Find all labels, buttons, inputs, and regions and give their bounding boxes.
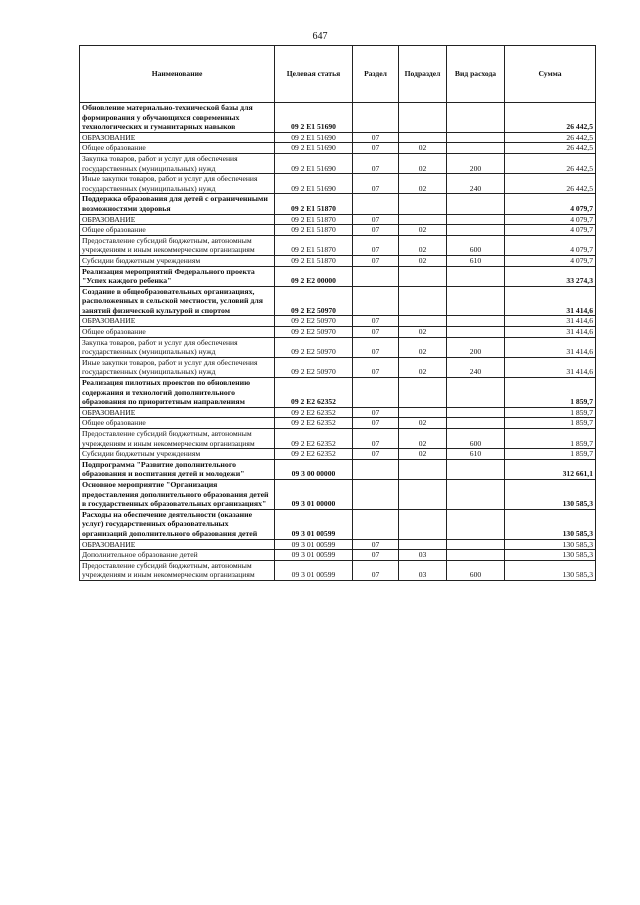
row-expense-type	[447, 509, 505, 539]
table-row	[80, 286, 596, 316]
row-subsection: 02	[399, 225, 447, 236]
row-sum: 130 585,3	[505, 539, 596, 550]
row-expense-type	[447, 225, 505, 236]
row-target-code: 09 2 E1 51870	[275, 194, 353, 214]
row-subsection: 02	[399, 174, 447, 194]
row-sum: 4 079,7	[505, 214, 596, 225]
row-target-code: 09 2 E2 62352	[275, 429, 353, 449]
row-section: 07	[353, 132, 399, 143]
header-row	[80, 46, 596, 103]
row-name: ОБРАЗОВАНИЕ	[80, 407, 275, 418]
row-subsection: 02	[399, 143, 447, 154]
row-name: Создание в общеобразовательных организациях, расположенных в сельской местности, условий для занятий физической культурой и спортом	[80, 286, 275, 316]
row-sum: 4 079,7	[505, 225, 596, 236]
row-section: 07	[353, 418, 399, 429]
row-target-code: 09 2 E2 50970	[275, 316, 353, 327]
row-subsection	[399, 132, 447, 143]
row-expense-type	[447, 214, 505, 225]
row-section: 07	[353, 539, 399, 550]
table-row	[80, 316, 596, 327]
row-sum: 1 859,7	[505, 407, 596, 418]
row-expense-type	[447, 103, 505, 133]
header-sum: Сумма	[505, 46, 596, 103]
row-expense-type: 200	[447, 337, 505, 357]
row-section: 07	[353, 225, 399, 236]
table-row	[80, 418, 596, 429]
row-expense-type: 600	[447, 560, 505, 580]
row-name: Поддержка образования для детей с ограниченными возможностями здоровья	[80, 194, 275, 214]
row-name: Общее образование	[80, 327, 275, 338]
row-expense-type	[447, 550, 505, 561]
row-sum: 26 442,5	[505, 143, 596, 154]
row-expense-type	[447, 539, 505, 550]
table-row	[80, 143, 596, 154]
row-name: Дополнительное образование детей	[80, 550, 275, 561]
table-row	[80, 449, 596, 460]
table-row	[80, 327, 596, 338]
row-subsection	[399, 214, 447, 225]
row-section	[353, 194, 399, 214]
row-sum: 1 859,7	[505, 449, 596, 460]
row-subsection: 03	[399, 560, 447, 580]
row-section	[353, 286, 399, 316]
row-expense-type	[447, 266, 505, 286]
table-row	[80, 560, 596, 580]
row-name: Предоставление субсидий бюджетным, автономным учреждениям и иным некоммерческим организациям	[80, 560, 275, 580]
row-name: Реализация мероприятий Федерального проекта "Успех каждого ребенка"	[80, 266, 275, 286]
row-name: Предоставление субсидий бюджетным, автономным учреждениям и иным некоммерческим организациям	[80, 429, 275, 449]
row-sum: 4 079,7	[505, 235, 596, 255]
row-expense-type	[447, 316, 505, 327]
row-section: 07	[353, 357, 399, 377]
row-target-code: 09 2 E2 62352	[275, 407, 353, 418]
table-row	[80, 194, 596, 214]
row-target-code: 09 2 E2 50970	[275, 327, 353, 338]
row-subsection: 02	[399, 357, 447, 377]
row-name: Иные закупки товаров, работ и услуг для обеспечения государственных (муниципальных) нужд	[80, 174, 275, 194]
table-row	[80, 479, 596, 509]
row-target-code: 09 2 E2 00000	[275, 266, 353, 286]
row-sum: 130 585,3	[505, 479, 596, 509]
row-subsection	[399, 378, 447, 408]
table-row	[80, 132, 596, 143]
row-sum: 26 442,5	[505, 132, 596, 143]
row-expense-type	[447, 286, 505, 316]
row-subsection: 02	[399, 337, 447, 357]
row-expense-type	[447, 327, 505, 338]
row-section	[353, 266, 399, 286]
budget-table	[79, 45, 596, 581]
row-name: Основное мероприятие "Организация предоставления дополнительного образования детей в государственных образовательных организациях"	[80, 479, 275, 509]
header-section: Раздел	[353, 46, 399, 103]
row-target-code: 09 2 E1 51870	[275, 255, 353, 266]
row-name: ОБРАЗОВАНИЕ	[80, 214, 275, 225]
row-target-code: 09 2 E1 51690	[275, 132, 353, 143]
row-section: 07	[353, 550, 399, 561]
row-sum: 1 859,7	[505, 378, 596, 408]
row-name: Общее образование	[80, 225, 275, 236]
row-subsection	[399, 459, 447, 479]
row-subsection: 03	[399, 550, 447, 561]
row-expense-type: 240	[447, 357, 505, 377]
row-section: 07	[353, 214, 399, 225]
row-name: Закупка товаров, работ и услуг для обеспечения государственных (муниципальных) нужд	[80, 153, 275, 173]
row-expense-type: 240	[447, 174, 505, 194]
row-target-code: 09 2 E1 51870	[275, 235, 353, 255]
table-row	[80, 337, 596, 357]
row-target-code: 09 2 E2 62352	[275, 449, 353, 460]
row-expense-type	[447, 132, 505, 143]
row-expense-type: 600	[447, 429, 505, 449]
row-sum: 4 079,7	[505, 255, 596, 266]
header-name: Наименование	[80, 46, 275, 103]
row-target-code: 09 2 E2 50970	[275, 286, 353, 316]
row-target-code: 09 3 01 00599	[275, 539, 353, 550]
row-subsection: 02	[399, 255, 447, 266]
row-section	[353, 459, 399, 479]
row-name: ОБРАЗОВАНИЕ	[80, 132, 275, 143]
row-section	[353, 509, 399, 539]
row-expense-type: 600	[447, 235, 505, 255]
row-expense-type: 200	[447, 153, 505, 173]
row-name: Субсидии бюджетным учреждениям	[80, 255, 275, 266]
table-header	[80, 46, 596, 103]
row-sum: 4 079,7	[505, 194, 596, 214]
table-row	[80, 255, 596, 266]
row-target-code: 09 2 E2 50970	[275, 337, 353, 357]
row-section	[353, 103, 399, 133]
row-sum: 31 414,6	[505, 327, 596, 338]
row-target-code: 09 2 E1 51690	[275, 143, 353, 154]
row-subsection	[399, 286, 447, 316]
row-expense-type	[447, 143, 505, 154]
row-expense-type	[447, 407, 505, 418]
row-subsection	[399, 539, 447, 550]
row-sum: 130 585,3	[505, 560, 596, 580]
table-row	[80, 174, 596, 194]
row-section: 07	[353, 429, 399, 449]
table-row	[80, 459, 596, 479]
row-target-code: 09 3 01 00599	[275, 550, 353, 561]
row-section: 07	[353, 153, 399, 173]
table-row	[80, 357, 596, 377]
row-target-code: 09 2 E1 51870	[275, 214, 353, 225]
row-section: 07	[353, 407, 399, 418]
row-name: ОБРАЗОВАНИЕ	[80, 316, 275, 327]
row-section: 07	[353, 316, 399, 327]
row-target-code: 09 2 E2 62352	[275, 418, 353, 429]
row-target-code: 09 2 E1 51870	[275, 225, 353, 236]
row-target-code: 09 2 E1 51690	[275, 174, 353, 194]
row-expense-type	[447, 479, 505, 509]
row-target-code: 09 3 01 00599	[275, 560, 353, 580]
row-sum: 31 414,6	[505, 357, 596, 377]
row-section	[353, 479, 399, 509]
row-name: Субсидии бюджетным учреждениям	[80, 449, 275, 460]
table-row	[80, 407, 596, 418]
row-name: Закупка товаров, работ и услуг для обеспечения государственных (муниципальных) нужд	[80, 337, 275, 357]
row-expense-type	[447, 459, 505, 479]
row-section: 07	[353, 143, 399, 154]
row-target-code: 09 2 E2 62352	[275, 378, 353, 408]
row-subsection: 02	[399, 153, 447, 173]
table-row	[80, 378, 596, 408]
row-subsection	[399, 194, 447, 214]
row-subsection: 02	[399, 449, 447, 460]
row-target-code: 09 3 01 00599	[275, 509, 353, 539]
row-name: Подпрограмма "Развитие дополнительного образования и воспитания детей и молодежи"	[80, 459, 275, 479]
page-number: 647	[312, 31, 328, 42]
row-section: 07	[353, 337, 399, 357]
table-row	[80, 214, 596, 225]
row-subsection	[399, 103, 447, 133]
table-row	[80, 539, 596, 550]
row-subsection: 02	[399, 235, 447, 255]
row-subsection: 02	[399, 418, 447, 429]
row-subsection	[399, 509, 447, 539]
row-name: Обновление материально-технической базы для формирования у обучающихся современных технологических и гуманитарных навыков	[80, 103, 275, 133]
row-section: 07	[353, 560, 399, 580]
row-sum: 130 585,3	[505, 509, 596, 539]
row-section: 07	[353, 174, 399, 194]
row-section: 07	[353, 255, 399, 266]
row-target-code: 09 3 01 00000	[275, 479, 353, 509]
row-subsection: 02	[399, 429, 447, 449]
header-subsection: Подраздел	[399, 46, 447, 103]
row-section	[353, 378, 399, 408]
table-row	[80, 550, 596, 561]
header-expense-type: Вид расхода	[447, 46, 505, 103]
header-target: Целевая статья	[275, 46, 353, 103]
row-subsection	[399, 407, 447, 418]
row-name: Предоставление субсидий бюджетным, автономным учреждениям и иным некоммерческим организациям	[80, 235, 275, 255]
table-row	[80, 153, 596, 173]
table-row	[80, 103, 596, 133]
row-sum: 33 274,3	[505, 266, 596, 286]
row-name: Реализация пилотных проектов по обновлению содержания и технологий дополнительного образования по приоритетным направлениям	[80, 378, 275, 408]
row-sum: 1 859,7	[505, 418, 596, 429]
row-expense-type: 610	[447, 255, 505, 266]
row-sum: 31 414,6	[505, 316, 596, 327]
row-section: 07	[353, 449, 399, 460]
row-name: Общее образование	[80, 143, 275, 154]
row-name: ОБРАЗОВАНИЕ	[80, 539, 275, 550]
row-expense-type	[447, 194, 505, 214]
table-row	[80, 225, 596, 236]
row-sum: 26 442,5	[505, 103, 596, 133]
row-target-code: 09 2 E1 51690	[275, 103, 353, 133]
row-subsection	[399, 316, 447, 327]
row-subsection	[399, 479, 447, 509]
row-expense-type: 610	[447, 449, 505, 460]
row-subsection	[399, 266, 447, 286]
table-row	[80, 429, 596, 449]
row-sum: 312 661,1	[505, 459, 596, 479]
row-target-code: 09 2 E1 51690	[275, 153, 353, 173]
row-sum: 31 414,6	[505, 286, 596, 316]
row-section: 07	[353, 235, 399, 255]
row-subsection: 02	[399, 327, 447, 338]
row-name: Расходы на обеспечение деятельности (оказание услуг) государственных образовательных организаций дополнительного образования детей	[80, 509, 275, 539]
table-row	[80, 235, 596, 255]
row-name: Общее образование	[80, 418, 275, 429]
row-sum: 26 442,5	[505, 174, 596, 194]
row-target-code: 09 2 E2 50970	[275, 357, 353, 377]
table-body	[80, 103, 596, 581]
row-section: 07	[353, 327, 399, 338]
row-sum: 31 414,6	[505, 337, 596, 357]
table-row	[80, 266, 596, 286]
row-sum: 130 585,3	[505, 550, 596, 561]
row-sum: 26 442,5	[505, 153, 596, 173]
row-sum: 1 859,7	[505, 429, 596, 449]
table-row	[80, 509, 596, 539]
row-expense-type	[447, 378, 505, 408]
row-name: Иные закупки товаров, работ и услуг для обеспечения государственных (муниципальных) нужд	[80, 357, 275, 377]
row-target-code: 09 3 00 00000	[275, 459, 353, 479]
row-expense-type	[447, 418, 505, 429]
